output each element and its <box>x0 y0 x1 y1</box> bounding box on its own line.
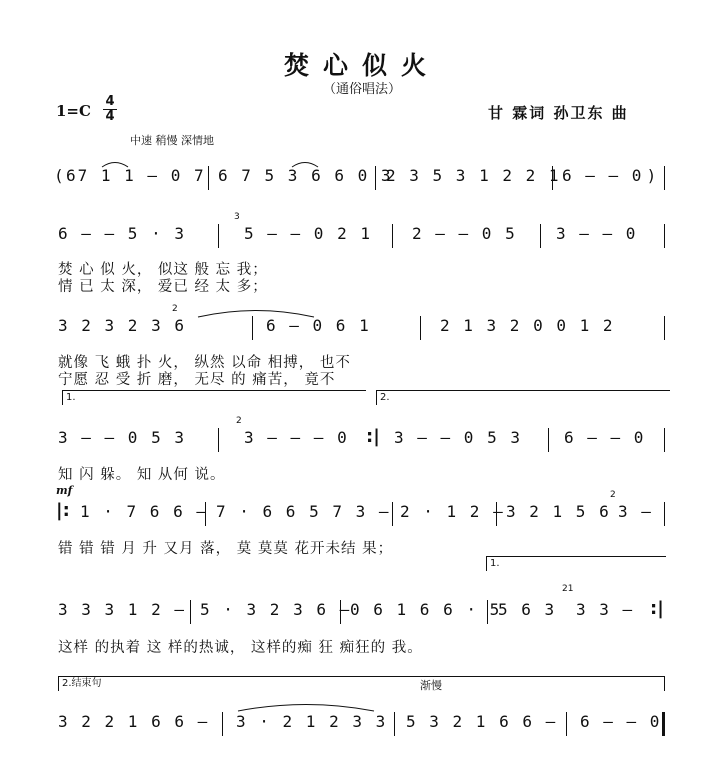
barline <box>218 428 219 452</box>
measure: 6 – – 0 <box>564 428 646 447</box>
lyric-verse-1: 知 闪 躲。 知 从何 说。 <box>58 467 226 483</box>
barline <box>218 224 219 248</box>
barline <box>664 502 665 526</box>
barline <box>208 166 209 190</box>
measure: 3 – – 0 <box>556 224 638 243</box>
staff-line-7 <box>0 710 724 740</box>
staff-line-6 <box>0 584 724 628</box>
measure: 3 – – 0 5 3 <box>394 428 522 447</box>
measure: 2 3 5 3 1 2 2 1 <box>386 166 561 185</box>
repeat-start: |: <box>56 500 70 521</box>
ritardando-label: 渐慢 <box>420 679 442 692</box>
measure: 1 · 7 6 6 – <box>80 502 208 521</box>
lyric-verse-1: 焚 心 似 火， 似这 般 忘 我； <box>58 262 268 278</box>
repeat-end: :| <box>366 426 380 447</box>
final-barline <box>662 712 665 736</box>
staff-line-1 <box>0 164 724 194</box>
lyric-verse-1: 错 错 错 月 升 又月 落， 莫 莫莫 花开未结 果； <box>58 541 394 557</box>
measure: 6 – – 0 <box>580 712 662 731</box>
volta-ending: 2.结束句 <box>58 676 665 691</box>
measure: 3 3 – <box>576 600 635 619</box>
volta-1: 1. <box>62 390 366 405</box>
measure: 3 – – 0 5 3 <box>58 428 186 447</box>
barline <box>205 502 206 526</box>
measure: 3 2 3 2 3 6 <box>58 316 186 335</box>
barline <box>664 224 665 248</box>
measure: 3 · 2 1 2 3 3 <box>236 712 388 731</box>
song-title: 焚心似火 <box>283 51 440 80</box>
measure: 3 2 1 5 6 <box>506 502 611 521</box>
measure: 3 – – – 0 <box>244 428 349 447</box>
grace-note: 2 <box>236 416 242 426</box>
barline <box>496 502 497 526</box>
lyric-verse-1: 就像 飞 蛾 扑 火， 纵然 以命 相搏， 也不 <box>58 355 351 371</box>
barline <box>548 428 549 452</box>
time-signature <box>103 96 117 123</box>
lyric-verse-1: 这样 的执着 这 样的热诚， 这样的痴 狂 痴狂的 我。 <box>58 640 423 656</box>
key-signature: 1=C <box>56 102 91 120</box>
lyric-verse-2: 宁愿 忍 受 折 磨， 无尽 的 痛苦， 竟不 <box>58 372 336 388</box>
barline <box>375 166 376 190</box>
grace-note: 3 <box>234 212 240 222</box>
grace-note: 2 <box>610 490 616 500</box>
measure: 6 – – 0 <box>562 166 644 185</box>
close-paren: ) <box>648 166 655 185</box>
lyric-verse-2: 情 已 太 深， 爱已 经 太 多； <box>58 279 268 295</box>
time-numerator: 4 <box>105 94 115 109</box>
slur <box>196 306 316 318</box>
measure: 6 – 0 6 1 <box>266 316 371 335</box>
staff-line-4 <box>0 416 724 456</box>
barline <box>340 600 341 624</box>
barline <box>552 166 553 190</box>
measure: 5 – – 0 2 1 <box>244 224 372 243</box>
volta-1: 1. <box>486 556 666 571</box>
repeat-end: :| <box>650 598 664 619</box>
measure: 6 7 5 3 6 6 0 3 <box>218 166 393 185</box>
barline <box>664 166 665 190</box>
measure: 2 – – 0 5 <box>412 224 517 243</box>
grace-note: 21 <box>562 584 574 594</box>
staff-line-3 <box>0 304 724 344</box>
barline <box>252 316 253 340</box>
staff-line-2 <box>0 212 724 252</box>
measure: 2 · 1 2 – <box>400 502 505 521</box>
slur <box>100 158 130 168</box>
barline <box>392 502 393 526</box>
measure: 6 – – 5 · 3 <box>58 224 186 243</box>
dynamic-marking: mf <box>56 484 73 497</box>
measure: 0 6 1 6 6 · 5 <box>350 600 502 619</box>
barline <box>190 600 191 624</box>
barline <box>566 712 567 736</box>
barline <box>392 224 393 248</box>
open-paren: ( <box>56 166 63 185</box>
barline <box>664 428 665 452</box>
measure: 5 3 2 1 6 6 – <box>406 712 558 731</box>
time-denominator: 4 <box>105 109 115 124</box>
measure: 3 3 3 1 2 – <box>58 600 186 619</box>
barline <box>540 224 541 248</box>
measure: 7 · 6 6 5 7 3 – <box>216 502 391 521</box>
credits: 甘 霖词 孙卫东 曲 <box>488 104 629 122</box>
measure: 3 2 2 1 6 6 – <box>58 712 210 731</box>
barline <box>420 316 421 340</box>
barline <box>394 712 395 736</box>
slur <box>290 158 320 168</box>
measure: 5 6 3 <box>498 600 557 619</box>
barline <box>664 316 665 340</box>
measure: 3 – <box>618 502 653 521</box>
tempo-marking: 中速 稍慢 深情地 <box>130 134 214 147</box>
barline <box>222 712 223 736</box>
barline <box>487 600 488 624</box>
grace-note: 2 <box>172 304 178 314</box>
song-subtitle: （通俗唱法） <box>322 82 401 97</box>
volta-2: 2. <box>376 390 670 405</box>
measure: 67 1 1 – 0 7 <box>66 166 206 185</box>
measure: 2 1 3 2 0 0 1 2 <box>440 316 615 335</box>
measure: 5 · 3 2 3 6 – <box>200 600 352 619</box>
slur <box>236 700 376 712</box>
